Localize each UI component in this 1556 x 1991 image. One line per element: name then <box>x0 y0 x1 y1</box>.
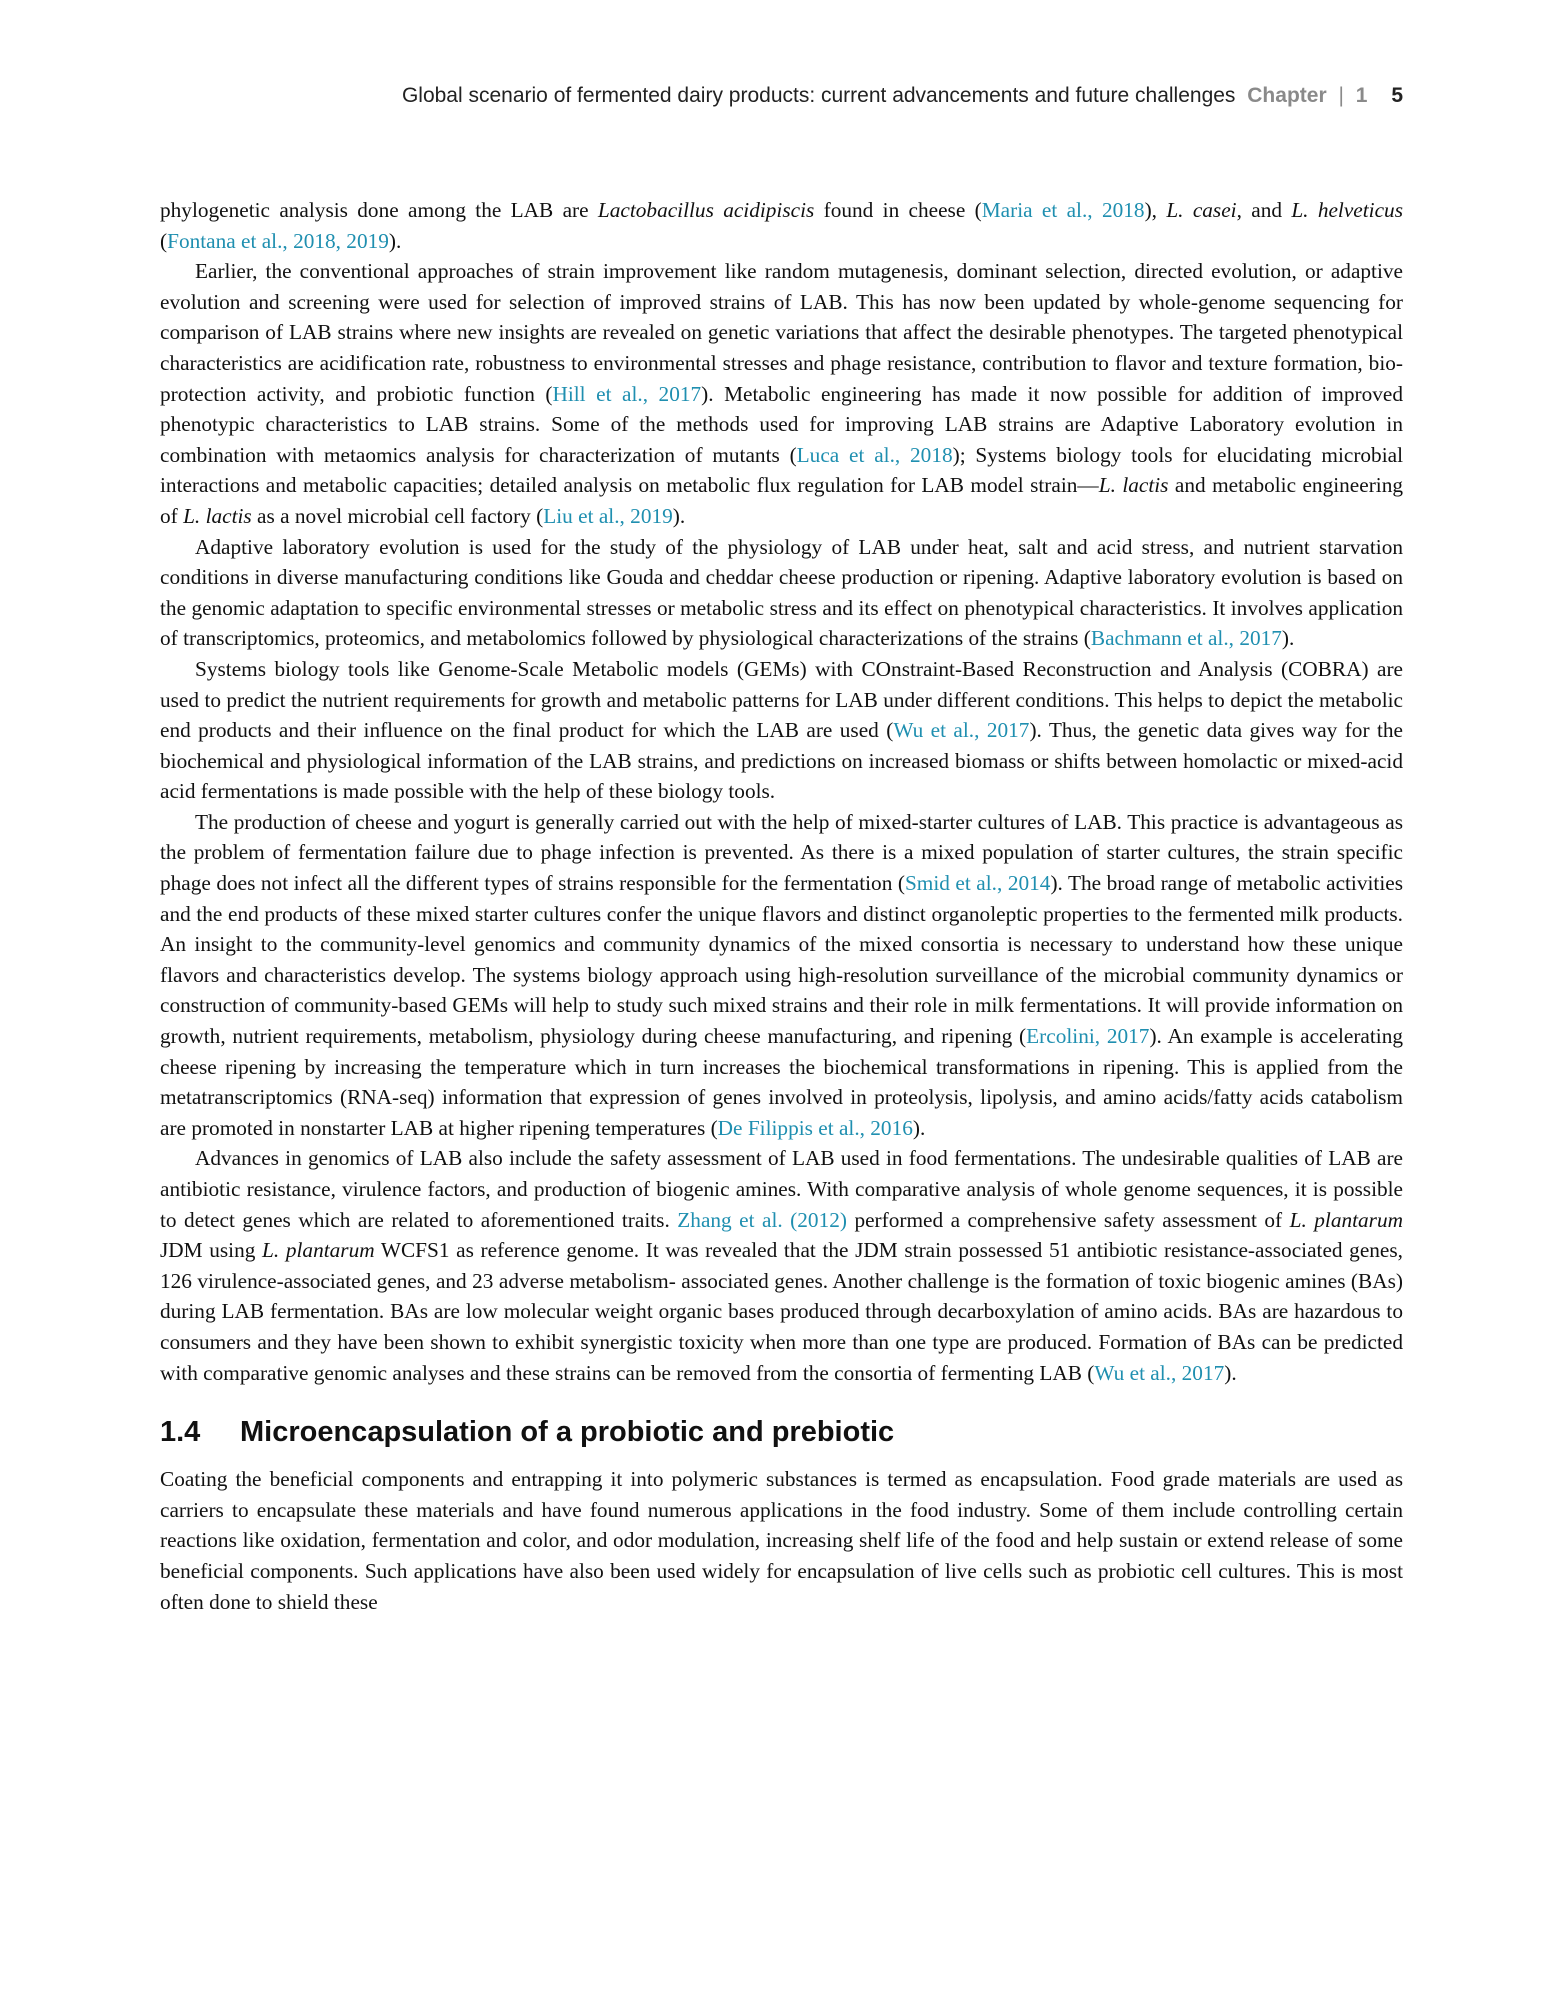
text-run: found in cheese ( <box>814 198 982 222</box>
text-run: The production of cheese and yogurt is generally carried out with the help of mixed-starter cultures of LAB. This practice is advantageous as the problem of fermentation failure due to phage infection is prevented. As there is a mixed population of starter cultures, the strain specific phage does not infect all the different types of strains responsible for the fermentation ( <box>160 809 1403 896</box>
citation-link[interactable]: Luca et al., 2018 <box>796 442 953 467</box>
body-text <box>160 195 1403 1617</box>
species-name: L. lactis <box>1098 473 1169 498</box>
text-run: Advances in genomics of LAB also include the safety assessment of LAB used in food fermentations. The undesirable qualities of LAB are antibiotic resistance, virulence factors, and production of biogenic amines. With comparative analysis of whole genome sequences, it is possible to detect genes which are related to aforementioned traits. <box>160 1146 1403 1232</box>
section-title: Microencapsulation of a probiotic and prebiotic <box>240 1416 895 1449</box>
citation-link[interactable]: Wu et al., 2017 <box>1094 1360 1225 1385</box>
text-run: ). An example is accelerating cheese ripening by increasing the temperature which in turn increases the biochemical transformations in ripening. This is applied from the metatranscriptomics (RNA-seq) information that expression of genes involved in proteolysis, lipolysis, and amino acids/fatty acids catabolism are promoted in nonstarter LAB at higher ripening temperatures ( <box>160 1024 1404 1140</box>
text-run: ). <box>912 1115 926 1140</box>
citation-link[interactable]: Maria et al., 2018 <box>981 198 1145 222</box>
paragraph-5 <box>160 807 1403 1144</box>
running-header <box>160 84 1403 108</box>
paragraph-7 <box>160 1464 1403 1617</box>
citation-link[interactable]: De Filippis et al., 2016 <box>717 1115 913 1140</box>
text-run: performed a comprehensive safety assessment of <box>846 1207 1290 1232</box>
species-name: L. helveticus <box>1291 198 1403 222</box>
text-run: Coating the beneficial components and entrapping it into polymeric substances is termed as encapsulation. Food grade materials are used as carriers to encapsulate these materials and have found numerous applications in the food industry. Some of them include controlling certain reactions like oxidation, fermentation and color, and odor modulation, increasing shelf life of the food and help sustain or extend release of some beneficial components. Such applications have also been used widely for encapsulation of live cells such as probiotic cell cultures. This is most often done to shield these <box>160 1467 1403 1614</box>
citation-link[interactable]: Hill et al., 2017 <box>552 381 702 406</box>
species-name: L. plantarum <box>262 1238 375 1263</box>
page-number: 5 <box>1391 84 1403 107</box>
text-run: ). The broad range of metabolic activities and the end products of these mixed starter cultures confer the unique flavors and distinct organoleptic properties to the fermented milk products. An insight to the community-level genomics and community dynamics of the mixed consortia is necessary to understand how these unique flavors and characteristics develop. The systems biology approach using high-resolution surveillance of the microbial community dynamics or construction of community-based GEMs will help to study such mixed strains and their role in milk fermentations. It will provide information on growth, nutrient requirements, metabolism, physiology during cheese manufacturing, and ripening ( <box>160 871 1403 1049</box>
paragraph-4 <box>160 654 1403 807</box>
text-run: ); Systems biology tools for elucidating microbial interactions and metabolic capacities; detailed analysis on metabolic flux regulation for LAB model strain— <box>160 442 1403 498</box>
paragraph-3 <box>160 532 1403 654</box>
text-run: Systems biology tools like Genome-Scale Metabolic models (GEMs) with COnstraint-Based Reconstruction and Analysis (COBRA) are used to predict the nutrient requirements for growth and metabolic patterns for LAB under different conditions. This helps to depict the metabolic end products and their influence on the final product for which the LAB are used ( <box>160 656 1403 743</box>
citation-link[interactable]: Wu et al., 2017 <box>893 718 1030 743</box>
text-run: phylogenetic analysis done among the LAB are <box>160 198 598 222</box>
species-name: L. plantarum <box>1289 1207 1403 1232</box>
citation-link[interactable]: Smid et al., 2014 <box>904 871 1051 896</box>
text-run: ). Thus, the genetic data gives way for the biochemical and physiological information of the LAB strains, and predictions on increased biomass or shifts between homolactic or mixed-acid acid fermentations is made possible with the help of these biology tools. <box>160 718 1403 804</box>
text-run: JDM using <box>160 1238 263 1263</box>
text-run: ). <box>1224 1360 1237 1385</box>
text-run: ( <box>160 228 168 253</box>
text-run: as a novel microbial cell factory ( <box>251 503 544 528</box>
text-run: and metabolic engineering of <box>160 473 1403 528</box>
citation-link[interactable]: Liu et al., 2019 <box>543 503 673 528</box>
text-run: ). Metabolic engineering has made it now possible for addition of improved phenotypic characteristics to LAB strains. Some of the methods used for improving LAB strains are Adaptive Laboratory evolution in combination with metaomics analysis for characterization of mutants ( <box>160 381 1403 467</box>
paragraph-2 <box>160 256 1403 531</box>
text-run: ), <box>1144 198 1167 222</box>
text-run: WCFS1 as reference genome. It was revealed that the JDM strain possessed 51 antibiotic resistance-associated genes, 126 virulence-associated genes, and 23 adverse metabolism- associated genes. Another challenge is the formation of toxic biogenic amines (BAs) during LAB fermentation. BAs are low molecular weight organic bases produced through decarboxylation of amino acids. BAs are hazardous to consumers and they have been shown to exhibit synergistic toxicity when more than one type are produced. Formation of BAs can be predicted with comparative genomic analyses and these strains can be removed from the consortia of fermenting LAB ( <box>160 1238 1403 1385</box>
species-name: Lactobacillus acidipiscis <box>597 198 815 222</box>
text-run: Earlier, the conventional approaches of strain improvement like random mutagenesis, dominant selection, directed evolution, or adaptive evolution and screening were used for selection of improved strains of LAB. This has now been updated by whole-genome sequencing for comparison of LAB strains where new insights are revealed on genetic variations that affect the desirable phenotypes. The targeted phenotypical characteristics are acidification rate, robustness to environmental stresses and phage resistance, contribution to flavor and texture formation, bio-protection activity, and probiotic function ( <box>160 259 1403 406</box>
citation-link[interactable]: Bachmann et al., 2017 <box>1090 626 1282 651</box>
text-run: ). <box>388 228 402 253</box>
chapter-number: 1 <box>1355 84 1368 107</box>
header-separator: | <box>1338 84 1344 107</box>
running-header-title: Global scenario of fermented dairy products: current advancements and future challenges <box>401 84 1236 107</box>
text-run: Adaptive laboratory evolution is used for the study of the physiology of LAB under heat, salt and acid stress, and nutrient starvation conditions in diverse manufacturing conditions like Gouda and cheddar cheese production or ripening. Adaptive laboratory evolution is based on the genomic adaptation to specific environmental stresses or metabolic stress and its effect on phenotypical characteristics. It involves application of transcriptomics, proteomics, and metabolomics followed by physiological characterizations of the strains ( <box>160 534 1403 651</box>
text-run: ). <box>672 503 686 528</box>
text-run: ). <box>1281 626 1295 651</box>
citation-link[interactable]: Fontana et al., 2018, 2019 <box>167 228 389 253</box>
species-name: L. lactis <box>183 503 252 528</box>
paragraph-1 <box>160 195 1403 256</box>
species-name: L. casei <box>1166 198 1237 222</box>
citation-link[interactable]: Zhang et al. (2012) <box>677 1207 847 1232</box>
paragraph-6 <box>160 1143 1403 1388</box>
chapter-label: Chapter <box>1247 84 1327 107</box>
section-number: 1.4 <box>160 1416 201 1449</box>
text-run: , and <box>1236 198 1292 222</box>
citation-link[interactable]: Ercolini, 2017 <box>1026 1024 1150 1049</box>
section-heading <box>160 1412 1403 1452</box>
